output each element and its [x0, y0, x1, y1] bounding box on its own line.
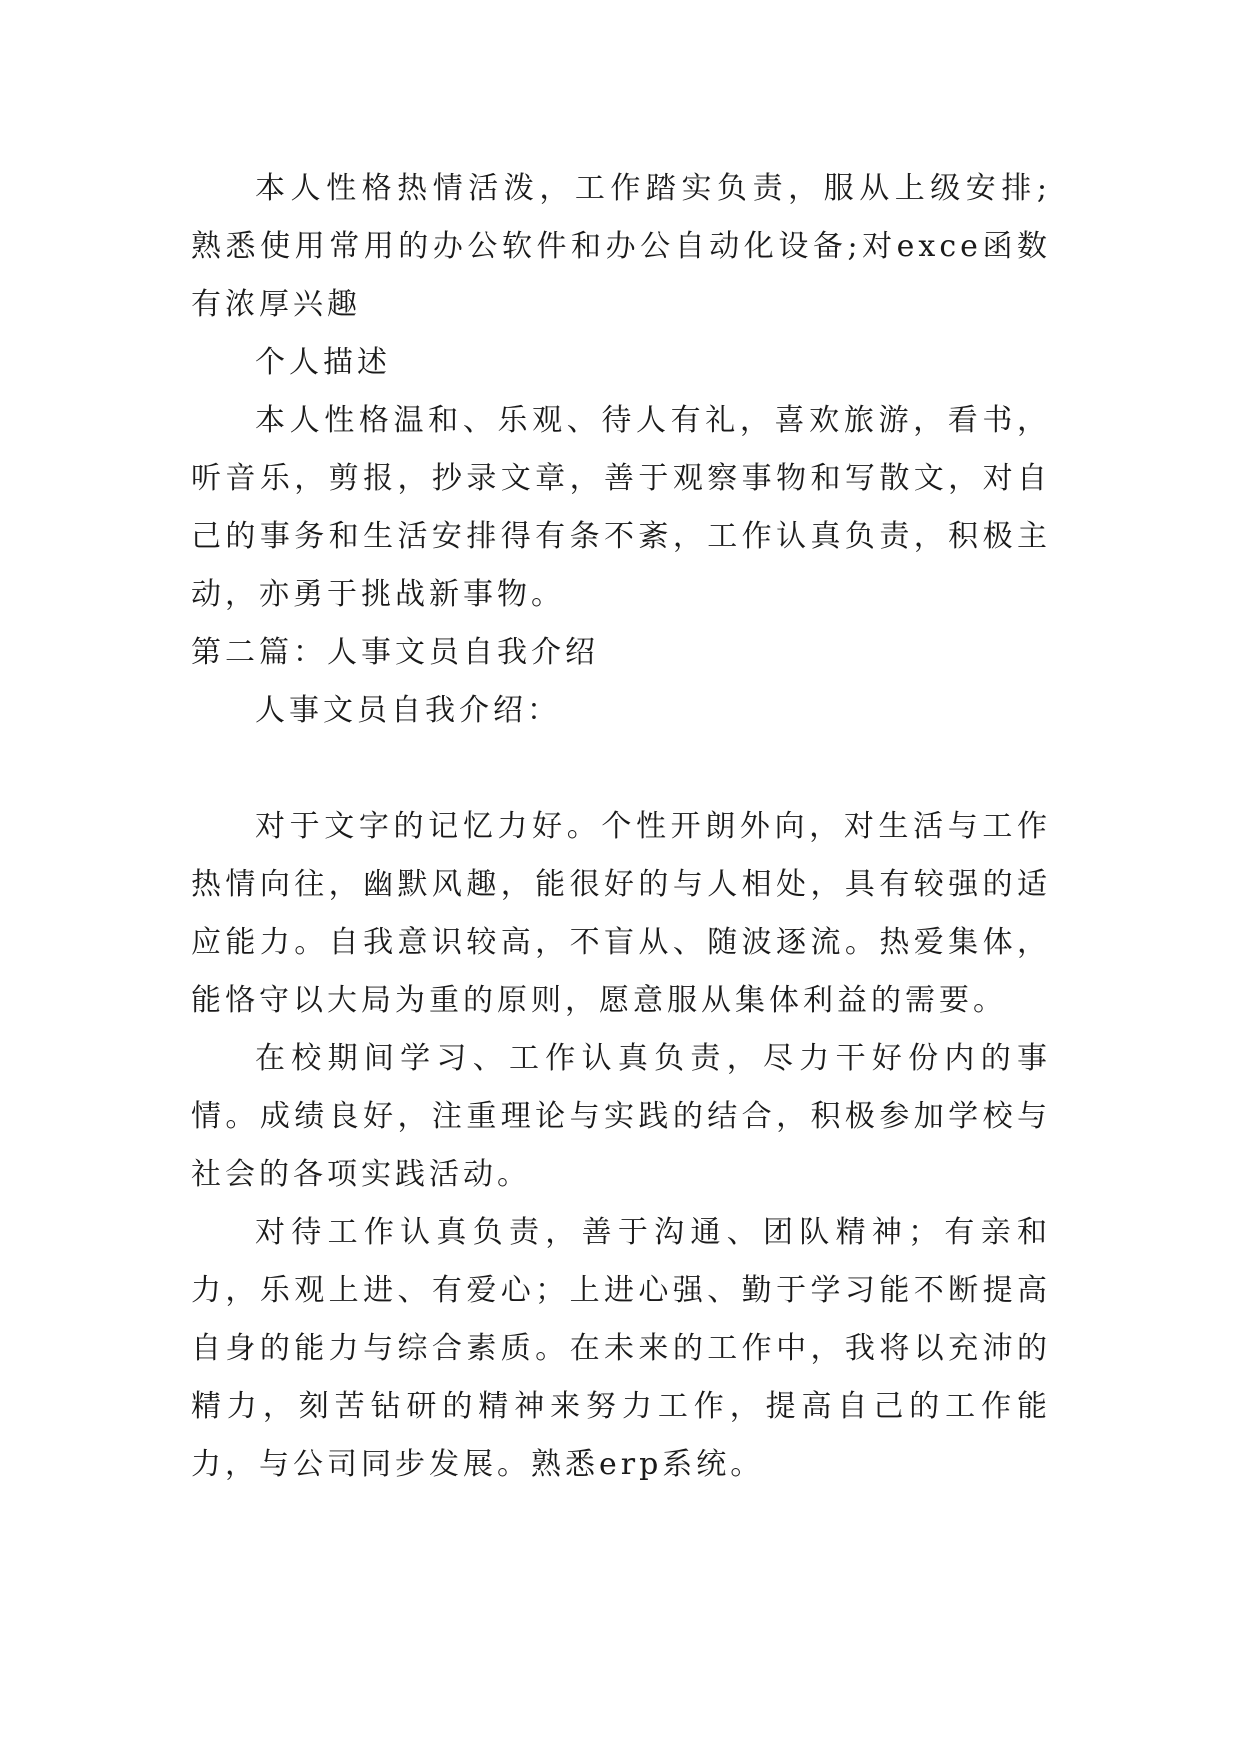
section-subheading: 人事文员自我介绍：	[255, 693, 561, 728]
blank-line	[191, 740, 1051, 798]
paragraph-personality: 本人性格热情活泼，工作踏实负责，服从上级安排;熟悉使用常用的办公软件和办公自动化设备;对exce函数有浓厚兴趣	[191, 171, 1051, 322]
paragraph-personal-description: 本人性格温和、乐观、待人有礼，喜欢旅游，看书，听音乐，剪报，抄录文章，善于观察事物和写散文，对自己的事务和生活安排得有条不紊，工作认真负责，积极主动，亦勇于挑战新事物。	[191, 403, 1051, 612]
paragraph-memory: 对于文字的记忆力好。个性开朗外向，对生活与工作热情向往，幽默风趣，能很好的与人相处，具有较强的适应能力。自我意识较高，不盲从、随波逐流。热爱集体，能恪守以大局为重的原则，愿意服从集体利益的需要。	[191, 809, 1051, 1018]
paragraph-school: 在校期间学习、工作认真负责，尽力干好份内的事情。成绩良好，注重理论与实践的结合，积极参加学校与社会的各项实践活动。	[191, 1041, 1051, 1192]
paragraph-personal-description-label: 个人描述	[255, 345, 391, 380]
paragraph-work-attitude: 对待工作认真负责，善于沟通、团队精神；有亲和力，乐观上进、有爱心；上进心强、勤于学习能不断提高自身的能力与综合素质。在未来的工作中，我将以充沛的精力，刻苦钻研的精神来努力工作，提高自己的工作能力，与公司同步发展。熟悉erp系统。	[191, 1215, 1051, 1482]
section-heading: 第二篇：人事文员自我介绍	[191, 635, 599, 670]
document-body	[191, 160, 1051, 1494]
